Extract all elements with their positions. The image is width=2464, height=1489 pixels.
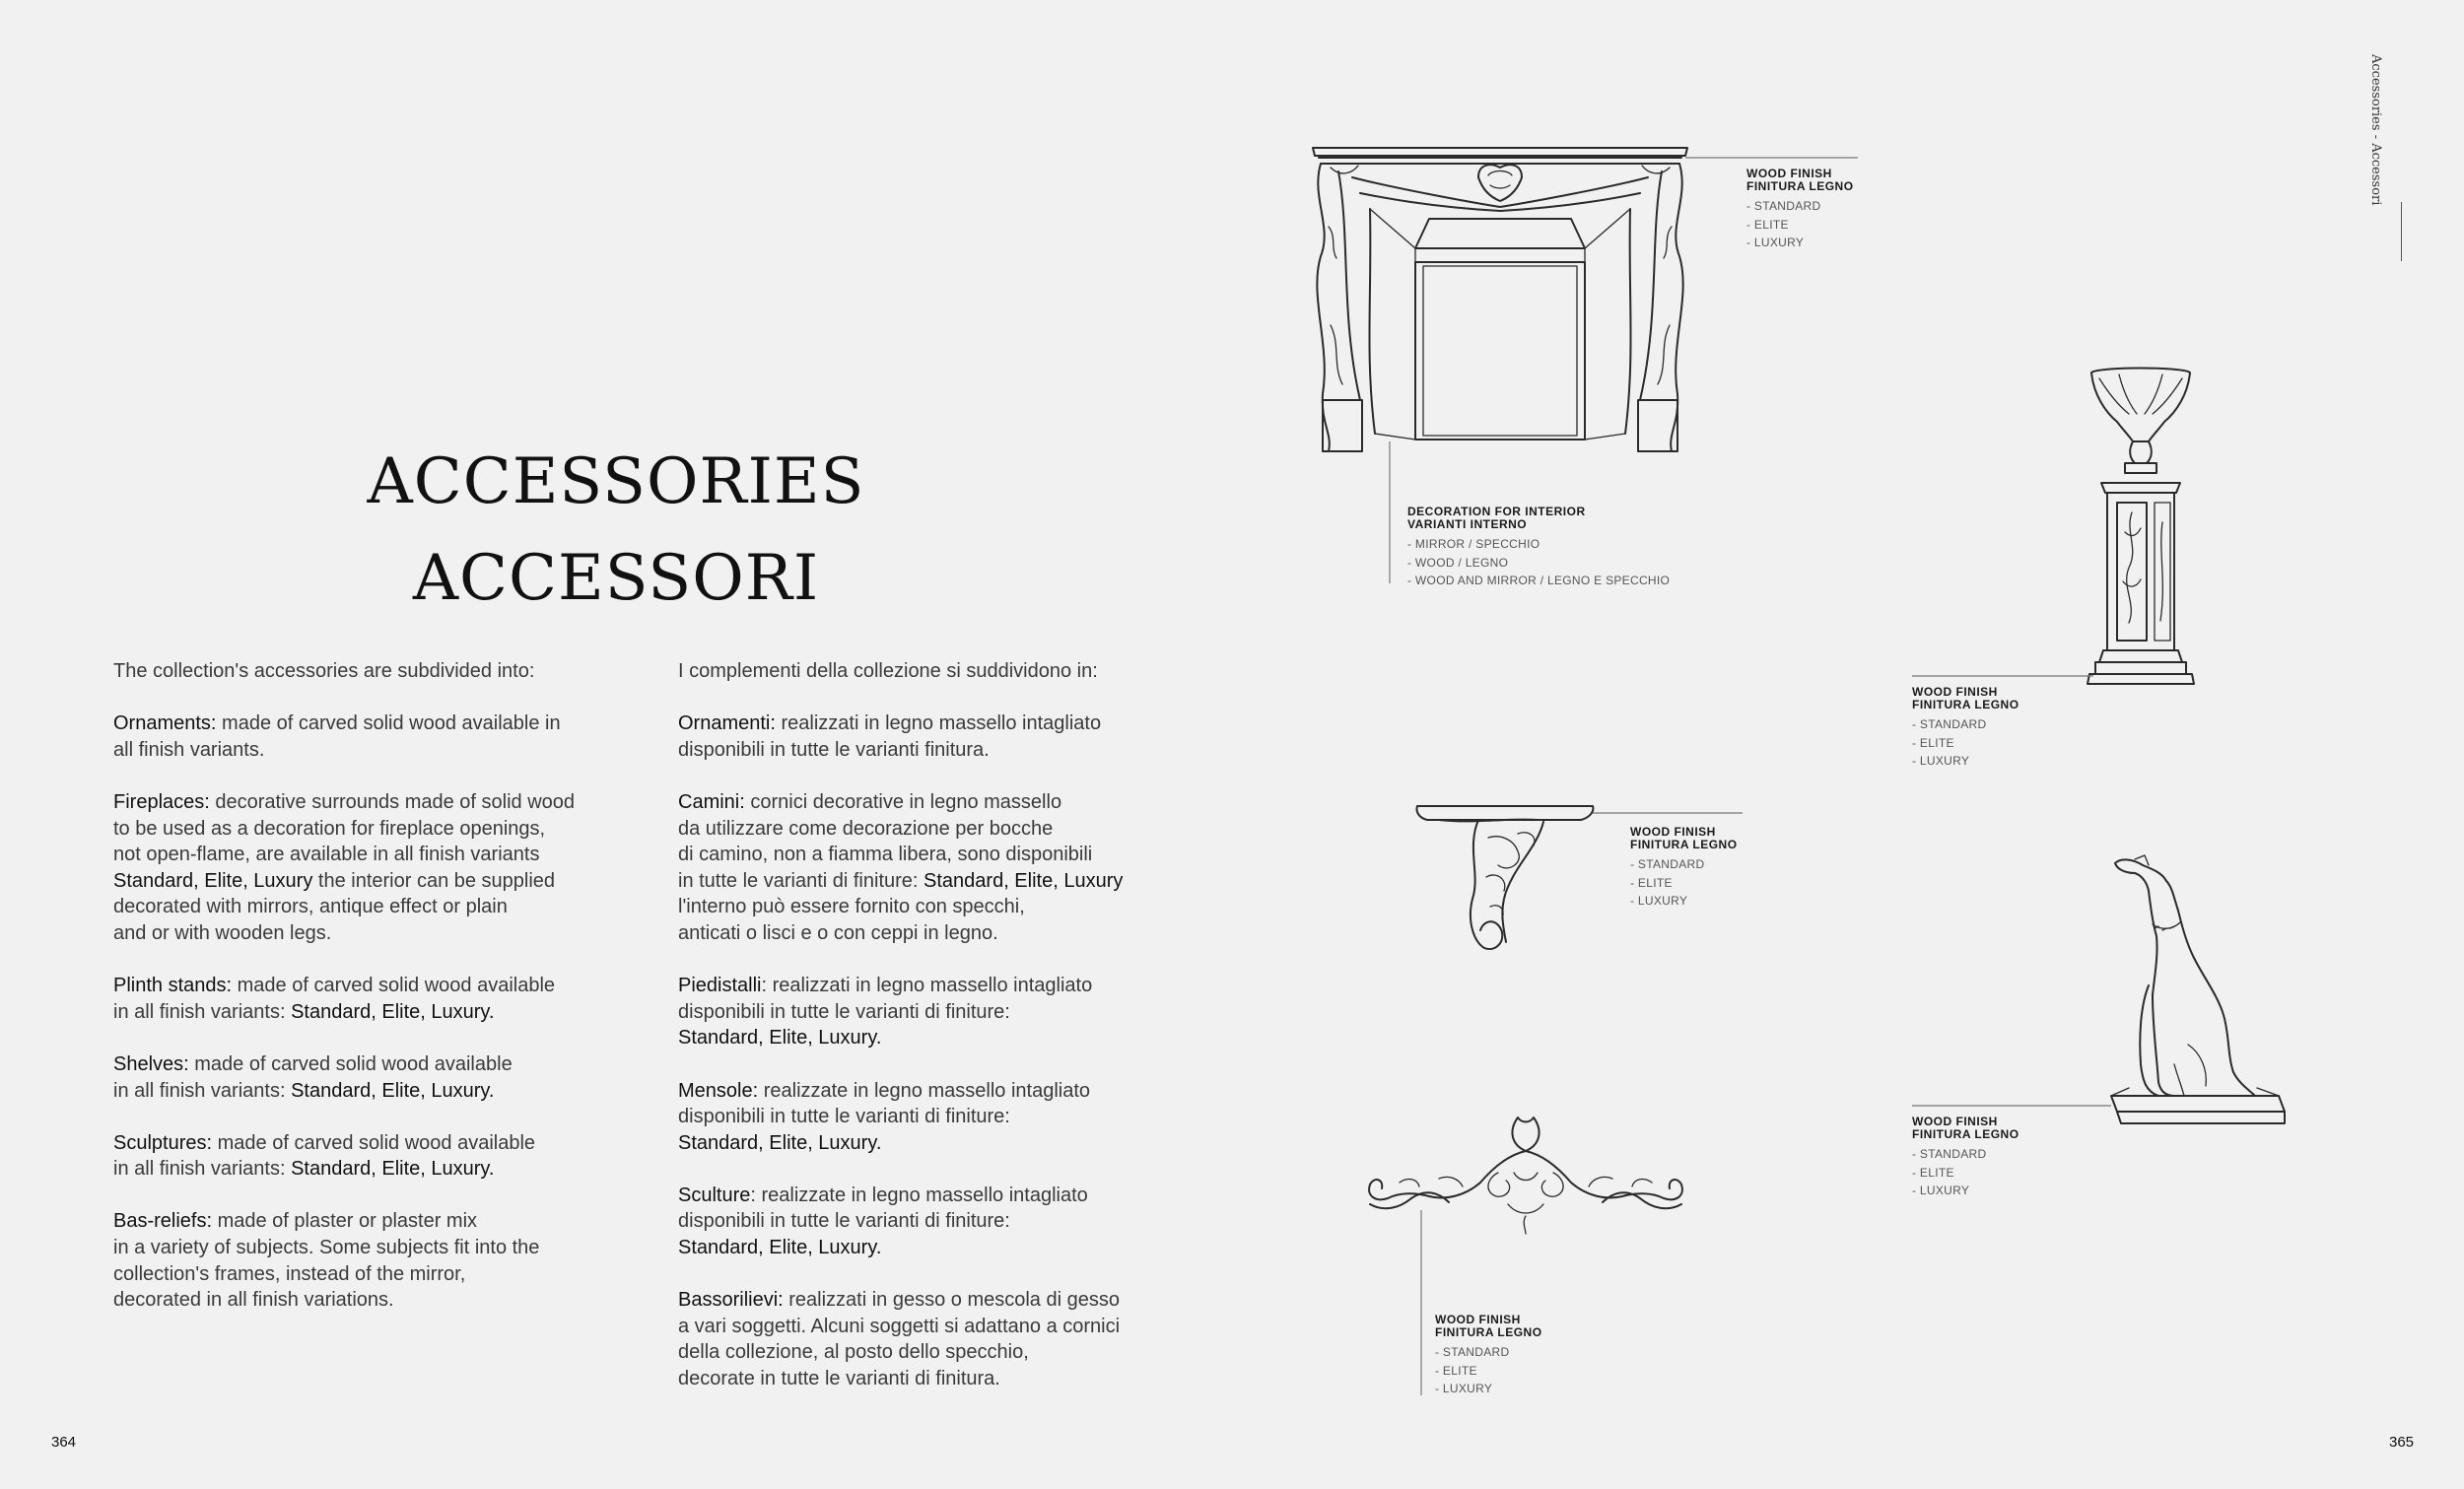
label-heading: DECORATION FOR INTERIOR <box>1407 505 1586 518</box>
fireplace-illustration <box>1313 148 1687 451</box>
english-ornaments <box>113 711 646 763</box>
desc-ornamenti: realizzati in legno massello intagliato disponibili in tutte le varianti finitura. <box>678 712 1102 761</box>
page-title <box>296 434 936 627</box>
term-sculptures: Sculptures: <box>113 1131 213 1154</box>
side-label-rule <box>2401 202 2402 261</box>
label-heading: FINITURA LEGNO <box>1912 1127 2019 1141</box>
desc-ornaments: made of carved solid wood available in all finish variants. <box>113 712 561 761</box>
pedestal-finish-label <box>1912 686 2019 771</box>
finishes-piedistalli: Standard, Elite, Luxury. <box>678 1027 882 1049</box>
finishes-sculture: Standard, Elite, Luxury. <box>678 1237 882 1259</box>
finish-option: - STANDARD <box>1912 717 1987 731</box>
desc-sculture: : realizzate in legno massello intagliato disponibili in tutte le varianti di finiture: <box>678 1184 1088 1233</box>
english-fireplaces <box>113 789 646 947</box>
finish-option: - ELITE <box>1630 875 1673 890</box>
finish-option: - STANDARD <box>1746 199 1821 213</box>
english-intro: The collection's accessories are subdivided into: <box>113 660 535 682</box>
label-heading: WOOD FINISH <box>1435 1313 1521 1326</box>
desc-mensole: realizzate in legno massello intagliato disponibili in tutte le varianti di finiture: <box>678 1079 1091 1128</box>
pedestal-vase-illustration <box>2088 369 2194 685</box>
term-piedistalli: Piedistalli <box>678 975 762 997</box>
finishes-fireplaces: Standard, Elite, Luxury <box>113 869 313 892</box>
label-heading: FINITURA LEGNO <box>1630 838 1738 851</box>
finishes-mensole: Standard, Elite, Luxury. <box>678 1131 882 1154</box>
finish-option: - STANDARD <box>1912 1147 1987 1161</box>
finish-option: - ELITE <box>1746 217 1789 232</box>
term-ornaments: Ornaments: <box>113 712 217 735</box>
term-ornamenti: Ornamenti: <box>678 712 776 735</box>
interior-option: - WOOD / LEGNO <box>1407 555 1509 570</box>
finish-option: - ELITE <box>1435 1363 1477 1378</box>
term-camini: Camini: <box>678 790 745 813</box>
english-shelves <box>113 1051 646 1104</box>
finish-option: - LUXURY <box>1912 1184 1970 1197</box>
fireplace-finish-label <box>1746 168 1854 252</box>
term-sculture: Sculture <box>678 1184 751 1206</box>
term-shelves: Shelves: <box>113 1052 189 1075</box>
italian-bassorilievi <box>678 1287 1210 1391</box>
title-italian: ACCESSORI <box>412 542 820 615</box>
italian-sculture <box>678 1183 1210 1261</box>
desc-camini: cornici decorative in legno massello da utilizzare come decorazione per bocche di camino, non a fiamma libera, sono disponibili in tutte le varianti di finiture: <box>678 790 1093 892</box>
desc-piedistalli: : realizzati in legno massello intagliato disponibili in tutte le varianti di finiture: <box>678 975 1093 1023</box>
term-fireplaces: Fireplaces: <box>113 790 210 813</box>
term-plinth: Plinth stands: <box>113 975 233 997</box>
finishes-plinth: Standard, Elite, Luxury. <box>291 1000 495 1023</box>
desc-camini-2: l'interno può essere fornito con specchi, anticati o lisci e o con ceppi in legno. <box>678 896 1025 944</box>
dog-finish-label <box>1912 1116 2019 1200</box>
label-heading: WOOD FINISH <box>1912 1115 1998 1128</box>
page-number-left: 364 <box>51 1434 77 1451</box>
greyhound-sculpture-illustration <box>2111 855 2285 1123</box>
finishes-shelves: Standard, Elite, Luxury. <box>291 1079 495 1102</box>
term-bassorilievi: Bassorilievi: <box>678 1289 784 1312</box>
label-heading: FINITURA LEGNO <box>1746 179 1854 193</box>
term-basreliefs: Bas-reliefs: <box>113 1210 213 1233</box>
page-number-right: 365 <box>2389 1434 2415 1451</box>
desc-bassorilievi: realizzati in gesso o mescola di gesso a vari soggetti. Alcuni soggetti si adattano a cornici della collezione, al posto dello specchio, decorate in tutte le varianti di finitura. <box>678 1289 1121 1390</box>
finish-option: - ELITE <box>1912 735 1954 750</box>
desc-basreliefs: made of plaster or plaster mix in a variety of subjects. Some subjects fit into the collection's frames, instead of the mirror, decorated in all finish variations. <box>113 1210 540 1312</box>
desc-fireplaces: decorative surrounds made of solid wood to be used as a decoration for fireplace openings, not open-flame, are available in all finish variants <box>113 790 576 866</box>
scroll-ornament-illustration <box>1369 1117 1682 1234</box>
desc-plinth: made of carved solid wood available in all finish variants: <box>113 975 556 1023</box>
finish-option: - LUXURY <box>1912 754 1970 768</box>
italian-ornamenti <box>678 711 1210 763</box>
english-basreliefs <box>113 1208 646 1313</box>
title-english: ACCESSORIES <box>367 445 865 518</box>
ornament-finish-label <box>1435 1314 1542 1398</box>
finish-option: - LUXURY <box>1746 236 1805 249</box>
italian-piedistalli <box>678 973 1210 1051</box>
label-heading: FINITURA LEGNO <box>1912 698 2019 711</box>
italian-camini <box>678 789 1210 947</box>
interior-option: - MIRROR / SPECCHIO <box>1407 537 1540 551</box>
finish-option: - STANDARD <box>1630 857 1705 871</box>
finishes-camini: Standard, Elite, Luxury <box>924 869 1124 892</box>
finish-option: - LUXURY <box>1630 894 1688 908</box>
italian-intro: I complementi della collezione si suddividono in: <box>678 660 1098 682</box>
label-heading: FINITURA LEGNO <box>1435 1325 1542 1339</box>
english-sculptures <box>113 1130 646 1183</box>
english-plinth <box>113 973 646 1025</box>
desc-shelves: made of carved solid wood available in all finish variants: <box>113 1052 513 1102</box>
section-side-label: Accessories - Accessori <box>2368 54 2383 206</box>
shelf-finish-label <box>1630 826 1738 911</box>
wall-shelf-illustration <box>1416 806 1593 949</box>
finish-option: - STANDARD <box>1435 1345 1510 1359</box>
label-heading: WOOD FINISH <box>1746 167 1832 180</box>
finishes-sculptures: Standard, Elite, Luxury. <box>291 1158 495 1181</box>
desc-sculptures: made of carved solid wood available in all finish variants: <box>113 1131 536 1181</box>
english-text-column <box>113 658 646 1339</box>
italian-text-column <box>678 658 1210 1418</box>
finish-option: - LUXURY <box>1435 1382 1493 1395</box>
label-heading: WOOD FINISH <box>1912 685 1998 699</box>
label-heading: WOOD FINISH <box>1630 825 1716 839</box>
desc-fireplaces-2: the interior can be supplied decorated with mirrors, antique effect or plain and or with wooden legs. <box>113 869 556 944</box>
interior-option: - WOOD AND MIRROR / LEGNO E SPECCHIO <box>1407 574 1671 587</box>
italian-mensole <box>678 1078 1210 1157</box>
term-mensole: Mensole: <box>678 1079 759 1102</box>
fireplace-interior-label <box>1407 506 1670 590</box>
label-heading: VARIANTI INTERNO <box>1407 517 1528 531</box>
finish-option: - ELITE <box>1912 1165 1954 1180</box>
